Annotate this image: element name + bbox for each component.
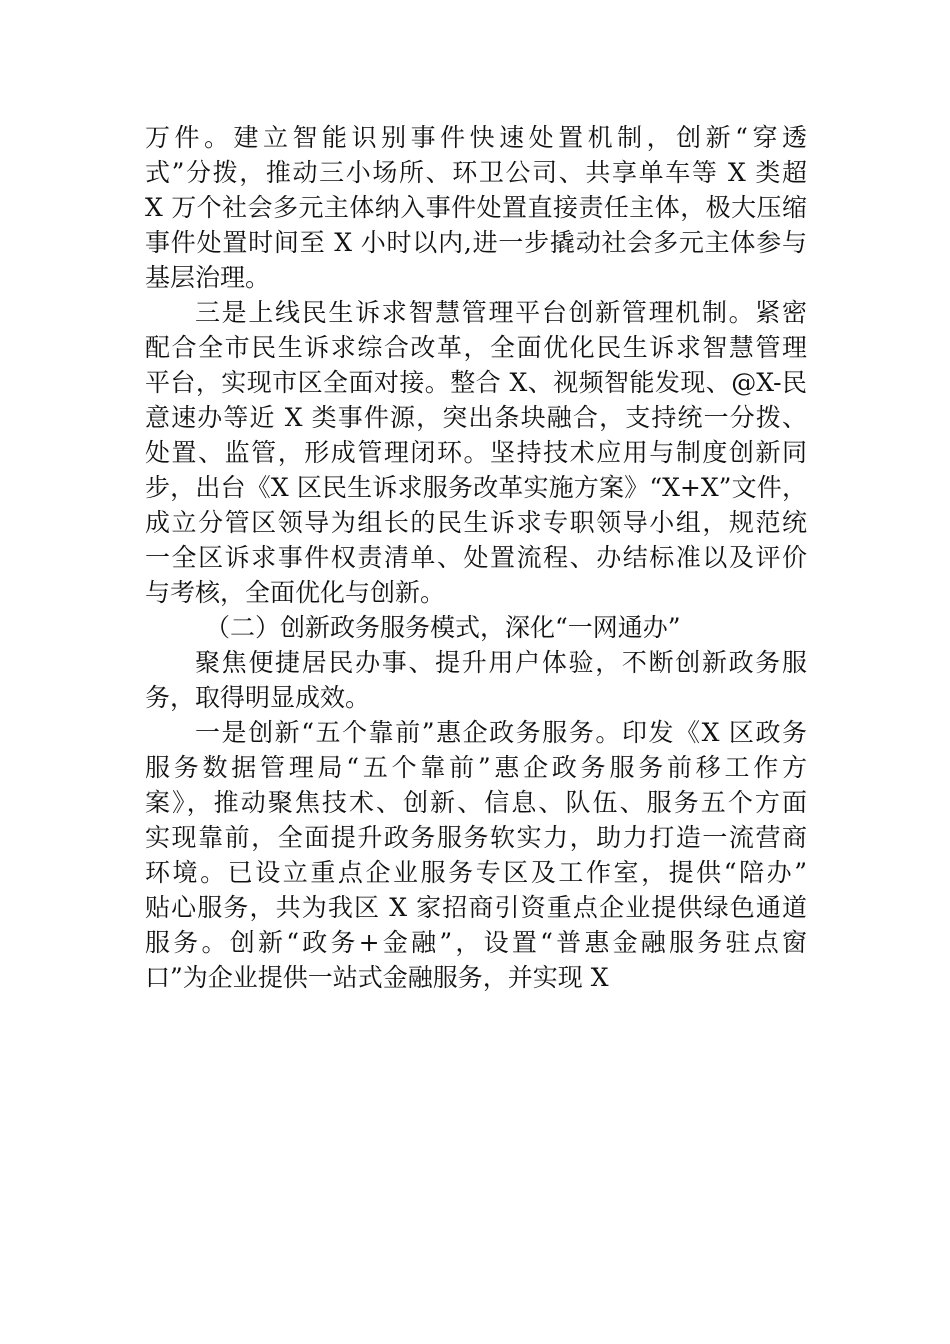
paragraph-line: 万件。建立智能识别事件快速处置机制，创新“穿透 xyxy=(145,123,807,152)
section-heading: （二）创新政务服务模式，深化“一网通办” xyxy=(205,613,681,642)
paragraph-line: 式”分拨，推动三小场所、环卫公司、共享单车等 X 类超 xyxy=(145,158,807,187)
paragraph-line: 配合全市民生诉求综合改革，全面优化民生诉求智慧管理 xyxy=(145,333,807,362)
paragraph-line: X 万个社会多元主体纳入事件处置直接责任主体，极大压缩 xyxy=(145,193,807,222)
paragraph-line: 与考核，全面优化与创新。 xyxy=(145,578,446,607)
paragraph-line: 实现靠前，全面提升政务服务软实力，助力打造一流营商 xyxy=(145,823,807,852)
paragraph-line: 处置、监管，形成管理闭环。坚持技术应用与制度创新同 xyxy=(145,438,807,467)
paragraph-line: 三是上线民生诉求智慧管理平台创新管理机制。紧密 xyxy=(195,298,807,327)
paragraph-line: 贴心服务，共为我区 X 家招商引资重点企业提供绿色通道 xyxy=(145,893,807,922)
paragraph-line: 案》，推动聚焦技术、创新、信息、队伍、服务五个方面 xyxy=(145,788,807,817)
paragraph-line: 口”为企业提供一站式金融服务，并实现 X xyxy=(145,963,609,992)
paragraph-line: 一是创新“五个靠前”惠企政务服务。印发《X 区政务 xyxy=(195,718,807,747)
paragraph-line: 平台，实现市区全面对接。整合 X、视频智能发现、@X-民 xyxy=(145,368,807,397)
paragraph-line: 务，取得明显成效。 xyxy=(145,683,371,712)
paragraph-line: 成立分管区领导为组长的民生诉求专职领导小组，规范统 xyxy=(145,508,807,537)
paragraph-line: 步，出台《X 区民生诉求服务改革实施方案》“X+X”文件， xyxy=(145,473,807,502)
paragraph-line: 事件处置时间至 X 小时以内,进一步撬动社会多元主体参与 xyxy=(145,228,807,257)
paragraph-line: 基层治理。 xyxy=(145,263,271,292)
paragraph-line: 服务数据管理局“五个靠前”惠企政务服务前移工作方 xyxy=(145,753,807,782)
paragraph-line: 服务。创新“政务+金融”，设置“普惠金融服务驻点窗 xyxy=(145,928,807,957)
paragraph-line: 聚焦便捷居民办事、提升用户体验，不断创新政务服 xyxy=(195,648,807,677)
paragraph-line: 一全区诉求事件权责清单、处置流程、办结标准以及评价 xyxy=(145,543,807,572)
paragraph-line: 环境。已设立重点企业服务专区及工作室，提供“陪办” xyxy=(145,858,807,887)
paragraph-line: 意速办等近 X 类事件源，突出条块融合，支持统一分拨、 xyxy=(145,403,807,432)
